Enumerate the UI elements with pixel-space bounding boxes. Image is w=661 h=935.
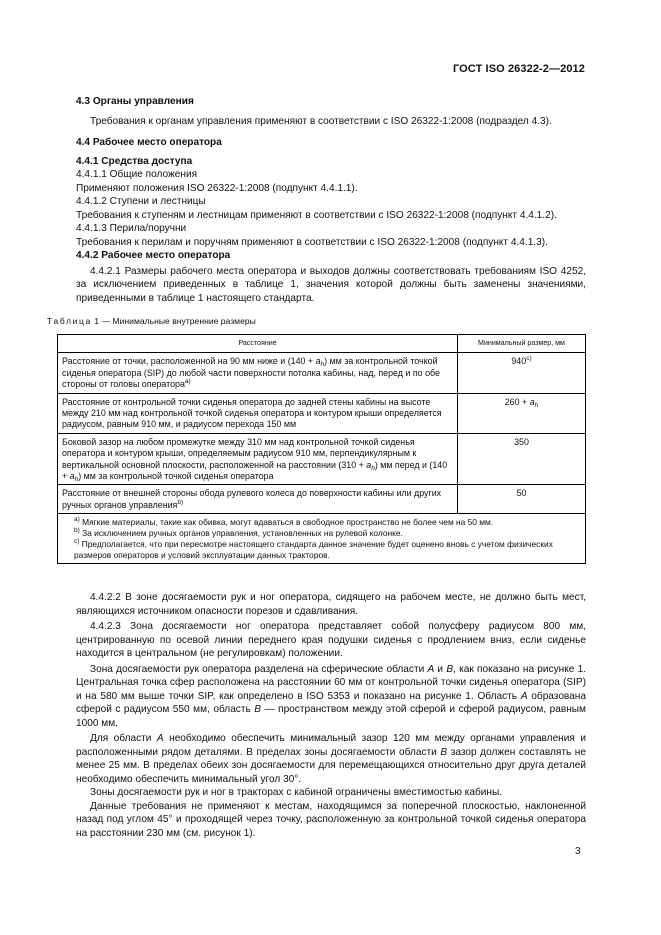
table-row bbox=[58, 393, 586, 433]
table-cell-distance: Боковой зазор на любом промежутке между 310 мм над контрольной точкой сиденья оператора и контуром крыши, определяемым радиусом 910 мм, перпендикулярным к вертикальной основной плоскости, расположенной на расстоянии $(310 + a_h)$ мм перед и $(140 + a_h)$ мм за контрольной точкой сиденья оператора bbox=[58, 433, 458, 485]
section-heading: 4.4 Рабочее место оператора bbox=[76, 137, 222, 148]
section-4-3 bbox=[76, 95, 586, 128]
paragraph: Зона досягаемости рук оператора разделена на сферические области A и B, как показано на рисунке 1. Центральная точка сфер расположена на расстоянии 60 мм от контрольной точки сиденья оператора (SIP) и на 580 мм выше точки SIP, как определено в ISO 5353 и показано на рисунке 1. Область A образована сферой с радиусом 550 мм, область B — пространством между этой сферой и сферой радиусом, равным 1000 мм. bbox=[76, 663, 586, 729]
table-row bbox=[58, 353, 586, 393]
table-cell-value: 940$^{c)}$ bbox=[458, 353, 586, 393]
section-heading: 4.3 Органы управления bbox=[76, 96, 194, 107]
clause-heading: 4.4.1.3 Перила/поручни bbox=[76, 223, 187, 234]
table-cell-value: 50 bbox=[458, 485, 586, 514]
table-caption-text: 1 — Минимальные внутренние размеры bbox=[94, 316, 256, 326]
dimensions-table bbox=[57, 334, 586, 564]
table-caption bbox=[47, 316, 256, 326]
column-header-min-size: Минимальный размер, мм bbox=[458, 335, 586, 353]
clause-heading: 4.4.1.2 Ступени и лестницы bbox=[76, 196, 206, 207]
table-cell-value: 350 bbox=[458, 433, 586, 485]
table-note: $^{c)}$ Предполагается, что при пересмотре настоящего стандарта данное значение будет оценено вновь с учетом физических размеров операторов и условий эксплуатации данных тракторов. bbox=[74, 537, 553, 560]
page-number: 3 bbox=[575, 846, 581, 857]
table-cell-distance: Расстояние от контрольной точки сиденья оператора до задней стены кабины на высоте между 210 мм над контрольной точкой сиденья оператора и контуром крыши определяется радиусом, равным 910 мм, и радиусом перехода 150 мм bbox=[58, 393, 458, 433]
table-note: $^{a)}$ Мягкие материалы, такие как обивка, могут вдаваться в свободное пространство не более чем на 50 мм. bbox=[74, 516, 494, 528]
paragraph: Зоны досягаемости рук и ног в тракторах с кабиной ограничены вместимостью кабины. bbox=[90, 787, 503, 798]
clause-heading: 4.4.1.1 Общие положения bbox=[76, 169, 198, 180]
document-id: ГОСТ ISO 26322-2—2012 bbox=[452, 63, 585, 75]
table-row bbox=[58, 433, 586, 485]
table-notes bbox=[58, 514, 586, 564]
subsection-heading: 4.4.2 Рабочее место оператора bbox=[76, 250, 231, 261]
table-note: $^{b)}$ За исключением ручных органов управления, установленных на рулевой колонке. bbox=[74, 527, 403, 539]
paragraph: Для области A необходимо обеспечить минимальный зазор 120 мм между органами управления и расположенными рядом деталями. В пределах зоны досягаемости области B зазор должен составлять не менее 25 мм. В пределах обеих зон досягаемости для перемещающихся относительно друг друга деталей необходимо обеспечить минимальный угол 30°. bbox=[76, 733, 586, 785]
paragraph: Требования к органам управления применяют в соответствии с ISO 26322-1:2008 (подраздел 4.3). bbox=[90, 115, 552, 127]
column-header-distance: Расстояние bbox=[58, 335, 458, 353]
table-notes-row bbox=[58, 514, 586, 564]
section-4-4 bbox=[76, 136, 586, 305]
table-cell-value: $260 + a_h$ bbox=[458, 393, 586, 433]
paragraph: 4.4.2.2 В зоне досягаемости рук и ног оператора, сидящего на рабочем месте, не должно быть мест, являющихся источником опасности порезов и сдавливания. bbox=[76, 592, 586, 617]
table-cell-distance: Расстояние от точки, расположенной на 90 мм ниже и $(140 + a_h)$ мм за контрольной точкой сиденья оператора (SIP) до любой части поверхности потолка кабины, над, перед и по обе стороны от головы оператора$^{a)}$ bbox=[58, 353, 458, 393]
paragraph: Данные требования не применяют к местам, находящимся за поперечной плоскостью, наклоненной назад под углом 45° и проходящей через точку, расположенную за контрольной точкой сиденья оператора на расстоянии 230 мм (см. рисунок 1). bbox=[76, 800, 586, 839]
paragraph: Требования к ступеням и лестницам применяют в соответствии с ISO 26322-1:2008 (подпункт 4.4.1.2). bbox=[76, 209, 557, 221]
table-caption-label: Таблица bbox=[47, 316, 92, 326]
table-cell-distance: Расстояние от внешней стороны обода рулевого колеса до поверхности кабины или других ручных органов управления$^{b)}$ bbox=[58, 485, 458, 514]
table-header-row bbox=[58, 335, 586, 353]
paragraph: Требования к перилам и поручням применяют в соответствии с ISO 26322-1:2008 (подпункт 4.4.1.3). bbox=[76, 236, 548, 248]
paragraph: 4.4.2.1 Размеры рабочего места оператора и выходов должны соответствовать требованиям ISO 4252, за исключением приведенных в таблице 1, значения которой должны быть заменены значениями, приведенными в таблице 1 настоящего стандарта. bbox=[76, 265, 586, 304]
table-row bbox=[58, 485, 586, 514]
subsection-heading: 4.4.1 Средства доступа bbox=[76, 155, 193, 167]
body-text bbox=[76, 591, 586, 840]
paragraph: Применяют положения ISO 26322-1:2008 (подпункт 4.4.1.1). bbox=[76, 182, 358, 194]
paragraph: 4.4.2.3 Зона досягаемости ног оператора представляет собой полусферу радиусом 800 мм, центрированную по осевой линии переднего края подушки сиденья с продлением вниз, если сиденье находится в центральном (не регулировкам) положении. bbox=[76, 621, 586, 659]
